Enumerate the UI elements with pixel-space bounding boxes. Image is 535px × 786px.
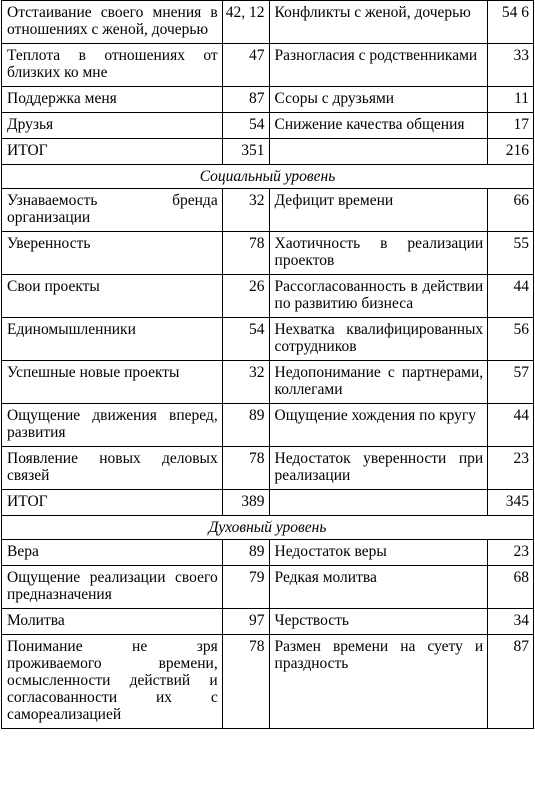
- table-row: [2, 113, 534, 139]
- positive-factor-cell: Единомышленники: [2, 318, 223, 361]
- table-row: [2, 447, 534, 490]
- negative-factor-cell: Нехватка квалифицированных сотрудников: [269, 318, 488, 361]
- positive-value-cell: 79: [222, 566, 269, 609]
- negative-factor-cell: Недопонимание с партнерами, коллегами: [269, 361, 488, 404]
- negative-factor-cell: Недостаток уверенности при реализации: [269, 447, 488, 490]
- table-row: [2, 275, 534, 318]
- negative-value-cell: 87: [488, 635, 534, 729]
- negative-factor-cell: Хаотичность в реализации проектов: [269, 232, 488, 275]
- positive-value-cell: 78: [222, 232, 269, 275]
- positive-factor-cell: Понимание не зря проживаемого времени, осмысленности действий и согласованности их с самореализацией: [2, 635, 223, 729]
- table-row: [2, 44, 534, 87]
- positive-value-cell: 32: [222, 189, 269, 232]
- positive-factor-cell: Свои проекты: [2, 275, 223, 318]
- positive-factor-cell: Узнаваемость бренда организации: [2, 189, 223, 232]
- total-row: [2, 139, 534, 165]
- negative-factor-cell: Недостаток веры: [269, 540, 488, 566]
- table-row: [2, 318, 534, 361]
- positive-value-cell: 54: [222, 113, 269, 139]
- positive-factor-cell: Уверенность: [2, 232, 223, 275]
- total-positive-value: 389: [222, 490, 269, 516]
- negative-factor-cell: Ссоры с друзьями: [269, 87, 488, 113]
- values-table: [1, 0, 534, 729]
- positive-factor-cell: Появление новых деловых связей: [2, 447, 223, 490]
- negative-factor-cell: Рассогласованность в действии по развитию бизнеса: [269, 275, 488, 318]
- section-header-row: [2, 165, 534, 189]
- positive-value-cell: 32: [222, 361, 269, 404]
- negative-value-cell: 34: [488, 609, 534, 635]
- positive-value-cell: 47: [222, 44, 269, 87]
- negative-value-cell: 44: [488, 404, 534, 447]
- negative-factor-cell: Черствость: [269, 609, 488, 635]
- section-title: Духовный уровень: [2, 516, 534, 540]
- total-negative-value: 345: [488, 490, 534, 516]
- total-negative-value: 216: [488, 139, 534, 165]
- positive-value-cell: 78: [222, 635, 269, 729]
- negative-value-cell: 17: [488, 113, 534, 139]
- positive-value-cell: 89: [222, 404, 269, 447]
- positive-value-cell: 78: [222, 447, 269, 490]
- negative-value-cell: 11: [488, 87, 534, 113]
- negative-value-cell: 33: [488, 44, 534, 87]
- negative-value-cell: 68: [488, 566, 534, 609]
- positive-value-cell: 42, 12: [222, 1, 269, 44]
- negative-factor-cell: Ощущение хождения по кругу: [269, 404, 488, 447]
- positive-factor-cell: Теплота в отношениях от близких ко мне: [2, 44, 223, 87]
- table-body: [2, 1, 534, 729]
- table-row: [2, 404, 534, 447]
- positive-factor-cell: Ощущение реализации своего предназначения: [2, 566, 223, 609]
- positive-value-cell: 97: [222, 609, 269, 635]
- table-row: [2, 189, 534, 232]
- negative-factor-cell: Дефицит времени: [269, 189, 488, 232]
- total-row: [2, 490, 534, 516]
- table-row: [2, 635, 534, 729]
- negative-value-cell: 57: [488, 361, 534, 404]
- positive-value-cell: 89: [222, 540, 269, 566]
- negative-factor-cell: Снижение качества общения: [269, 113, 488, 139]
- table-row: [2, 566, 534, 609]
- positive-factor-cell: Поддержка меня: [2, 87, 223, 113]
- table-row: [2, 361, 534, 404]
- negative-value-cell: 66: [488, 189, 534, 232]
- positive-factor-cell: Ощущение движения вперед, развития: [2, 404, 223, 447]
- positive-factor-cell: Успешные новые проекты: [2, 361, 223, 404]
- negative-value-cell: 44: [488, 275, 534, 318]
- total-empty-cell: [269, 139, 488, 165]
- table-row: [2, 1, 534, 44]
- positive-factor-cell: Вера: [2, 540, 223, 566]
- total-positive-value: 351: [222, 139, 269, 165]
- total-label: ИТОГ: [2, 490, 223, 516]
- section-header-row: [2, 516, 534, 540]
- negative-factor-cell: Редкая молитва: [269, 566, 488, 609]
- negative-factor-cell: Размен времени на суету и праздность: [269, 635, 488, 729]
- positive-factor-cell: Отстаивание своего мнения в отношениях с женой, дочерью: [2, 1, 223, 44]
- table-row: [2, 87, 534, 113]
- negative-value-cell: 56: [488, 318, 534, 361]
- positive-factor-cell: Друзья: [2, 113, 223, 139]
- table-row: [2, 540, 534, 566]
- negative-factor-cell: Разногласия с родственниками: [269, 44, 488, 87]
- negative-value-cell: 54 6: [488, 1, 534, 44]
- total-empty-cell: [269, 490, 488, 516]
- positive-value-cell: 54: [222, 318, 269, 361]
- negative-value-cell: 23: [488, 540, 534, 566]
- negative-value-cell: 55: [488, 232, 534, 275]
- table-row: [2, 609, 534, 635]
- section-title: Социальный уровень: [2, 165, 534, 189]
- positive-factor-cell: Молитва: [2, 609, 223, 635]
- negative-value-cell: 23: [488, 447, 534, 490]
- total-label: ИТОГ: [2, 139, 223, 165]
- negative-factor-cell: Конфликты с женой, дочерью: [269, 1, 488, 44]
- positive-value-cell: 87: [222, 87, 269, 113]
- table-row: [2, 232, 534, 275]
- positive-value-cell: 26: [222, 275, 269, 318]
